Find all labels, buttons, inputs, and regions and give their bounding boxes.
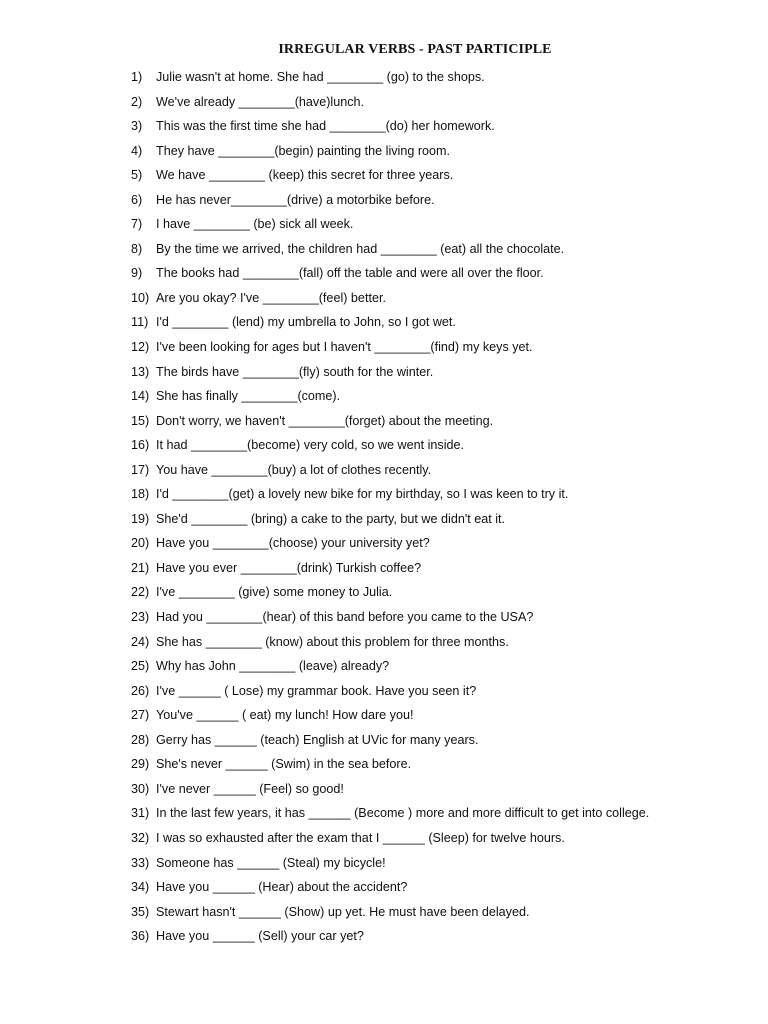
- exercise-sentence: Are you okay? I've ________(feel) better.: [156, 290, 386, 305]
- exercise-number: 34): [131, 880, 150, 895]
- exercise-sentence: Don't worry, we haven't ________(forget) about the meeting.: [156, 413, 494, 428]
- exercise-sentence: You have ________(buy) a lot of clothes recently.: [156, 462, 432, 477]
- exercise-number: 31): [131, 806, 150, 821]
- exercise-number: 26): [131, 683, 150, 698]
- exercise-item: [131, 142, 649, 167]
- exercise-sentence: He has never________(drive) a motorbike before.: [156, 192, 435, 207]
- exercise-number: 17): [131, 462, 150, 477]
- exercise-sentence: I've been looking for ages but I haven't ________(find) my keys yet.: [156, 340, 533, 355]
- exercise-sentence: I have ________ (be) sick all week.: [156, 217, 354, 232]
- exercise-item: [131, 215, 649, 240]
- exercise-number: 18): [131, 487, 150, 502]
- exercise-sentence: The books had ________(fall) off the table and were all over the floor.: [156, 266, 544, 281]
- exercise-number: 7): [131, 217, 143, 232]
- exercise-sentence: Julie wasn't at home. She had ________ (go) to the shops.: [156, 70, 485, 84]
- exercise-sentence: She'd ________ (bring) a cake to the party, but we didn't eat it.: [156, 511, 506, 526]
- exercise-item: [131, 166, 649, 191]
- exercise-item: [131, 289, 649, 314]
- exercise-number: 2): [131, 94, 143, 109]
- exercise-item: [131, 706, 649, 731]
- exercise-number: 10): [131, 290, 150, 305]
- exercise-item: [131, 510, 649, 535]
- exercise-sentence: In the last few years, it has ______ (Become ) more and more difficult to get into college.: [156, 806, 650, 821]
- exercise-sentence: Gerry has ______ (teach) English at UVic for many years.: [156, 732, 479, 747]
- exercise-number: 13): [131, 364, 150, 379]
- exercise-number: 12): [131, 340, 150, 355]
- exercise-number: 36): [131, 929, 150, 944]
- exercise-item: [131, 829, 649, 854]
- exercise-number: 5): [131, 168, 143, 183]
- exercise-item: [131, 313, 649, 338]
- exercise-number: 24): [131, 634, 150, 649]
- exercise-item: [131, 68, 649, 93]
- exercise-item: [131, 878, 649, 903]
- worksheet-title: IRREGULAR VERBS - PAST PARTICIPLE: [278, 42, 552, 57]
- exercise-item: [131, 93, 649, 118]
- exercise-item: [131, 461, 649, 486]
- exercise-item: [131, 583, 649, 608]
- exercise-sentence: Have you ______ (Hear) about the accident?: [156, 880, 408, 895]
- exercise-number: 32): [131, 830, 150, 845]
- exercise-item: [131, 682, 649, 707]
- exercise-item: [131, 338, 649, 363]
- exercise-number: 29): [131, 757, 150, 772]
- exercise-number: 30): [131, 781, 150, 796]
- exercise-item: [131, 485, 649, 510]
- exercise-sentence: You've ______ ( eat) my lunch! How dare you!: [156, 708, 414, 723]
- exercise-sentence: By the time we arrived, the children had ________ (eat) all the chocolate.: [156, 241, 565, 256]
- exercise-sentence: I've ______ ( Lose) my grammar book. Have you seen it?: [156, 683, 477, 698]
- exercise-sentence: Have you ever ________(drink) Turkish coffee?: [156, 560, 422, 575]
- exercise-sentence: I've ________ (give) some money to Julia.: [156, 585, 393, 600]
- exercise-number: 22): [131, 585, 150, 600]
- exercise-number: 11): [131, 315, 149, 330]
- exercise-sentence: She's never ______ (Swim) in the sea before.: [156, 757, 412, 772]
- exercise-item: [131, 191, 649, 216]
- exercise-sentence: Why has John ________ (leave) already?: [156, 659, 390, 674]
- exercise-item: [131, 534, 649, 559]
- exercise-sentence: The birds have ________(fly) south for the winter.: [156, 364, 434, 379]
- exercise-item: [131, 240, 649, 265]
- exercise-item: [131, 731, 649, 756]
- exercise-item: [131, 363, 649, 388]
- exercise-item: [131, 633, 649, 658]
- exercise-number: 4): [131, 143, 143, 158]
- exercise-item: [131, 387, 649, 412]
- exercise-item: [131, 927, 649, 952]
- exercise-sentence: She has ________ (know) about this problem for three months.: [156, 634, 509, 649]
- exercise-sentence: It had ________(become) very cold, so we went inside.: [156, 438, 465, 453]
- exercise-sentence: I'd ________(get) a lovely new bike for my birthday, so I was keen to try it.: [156, 487, 569, 502]
- exercise-sentence: I've never ______ (Feel) so good!: [156, 781, 344, 796]
- exercise-sentence: This was the first time she had ________(do) her homework.: [156, 119, 495, 134]
- exercise-number: 9): [131, 266, 143, 281]
- exercise-number: 27): [131, 708, 150, 723]
- exercise-sentence: Someone has ______ (Steal) my bicycle!: [156, 855, 386, 870]
- exercise-sentence: We have ________ (keep) this secret for three years.: [156, 168, 454, 183]
- exercise-sentence: She has finally ________(come).: [156, 389, 341, 404]
- exercise-item: [131, 559, 649, 584]
- exercise-sentence: Had you ________(hear) of this band before you came to the USA?: [156, 610, 534, 625]
- exercise-sentence: They have ________(begin) painting the living room.: [156, 143, 451, 158]
- exercise-number: 6): [131, 192, 143, 207]
- exercise-item: [131, 657, 649, 682]
- exercise-sentence: I was so exhausted after the exam that I ______ (Sleep) for twelve hours.: [156, 830, 565, 845]
- exercise-item: [131, 412, 649, 437]
- exercise-item: [131, 854, 649, 879]
- exercise-item: [131, 903, 649, 928]
- exercise-item: [131, 780, 649, 805]
- exercise-number: 23): [131, 610, 150, 625]
- exercise-number: 1): [131, 70, 143, 84]
- exercise-list: [131, 68, 649, 952]
- exercise-number: 14): [131, 389, 150, 404]
- exercise-sentence: I'd ________ (lend) my umbrella to John, so I got wet.: [156, 315, 456, 330]
- exercise-number: 21): [131, 560, 150, 575]
- exercise-number: 28): [131, 732, 150, 747]
- exercise-number: 33): [131, 855, 150, 870]
- exercise-number: 35): [131, 904, 150, 919]
- exercise-sentence: Stewart hasn't ______ (Show) up yet. He must have been delayed.: [156, 904, 530, 919]
- exercise-number: 15): [131, 413, 150, 428]
- exercise-item: [131, 436, 649, 461]
- exercise-item: [131, 117, 649, 142]
- exercise-number: 25): [131, 659, 150, 674]
- exercise-number: 16): [131, 438, 150, 453]
- exercise-number: 8): [131, 241, 143, 256]
- exercise-sentence: We've already ________(have)lunch.: [156, 94, 365, 109]
- exercise-item: [131, 755, 649, 780]
- exercise-item: [131, 804, 649, 829]
- exercise-item: [131, 608, 649, 633]
- exercise-number: 20): [131, 536, 150, 551]
- exercise-number: 19): [131, 511, 150, 526]
- exercise-item: [131, 264, 649, 289]
- exercise-sentence: Have you ______ (Sell) your car yet?: [156, 929, 364, 944]
- exercise-sentence: Have you ________(choose) your university yet?: [156, 536, 430, 551]
- exercise-number: 3): [131, 119, 143, 134]
